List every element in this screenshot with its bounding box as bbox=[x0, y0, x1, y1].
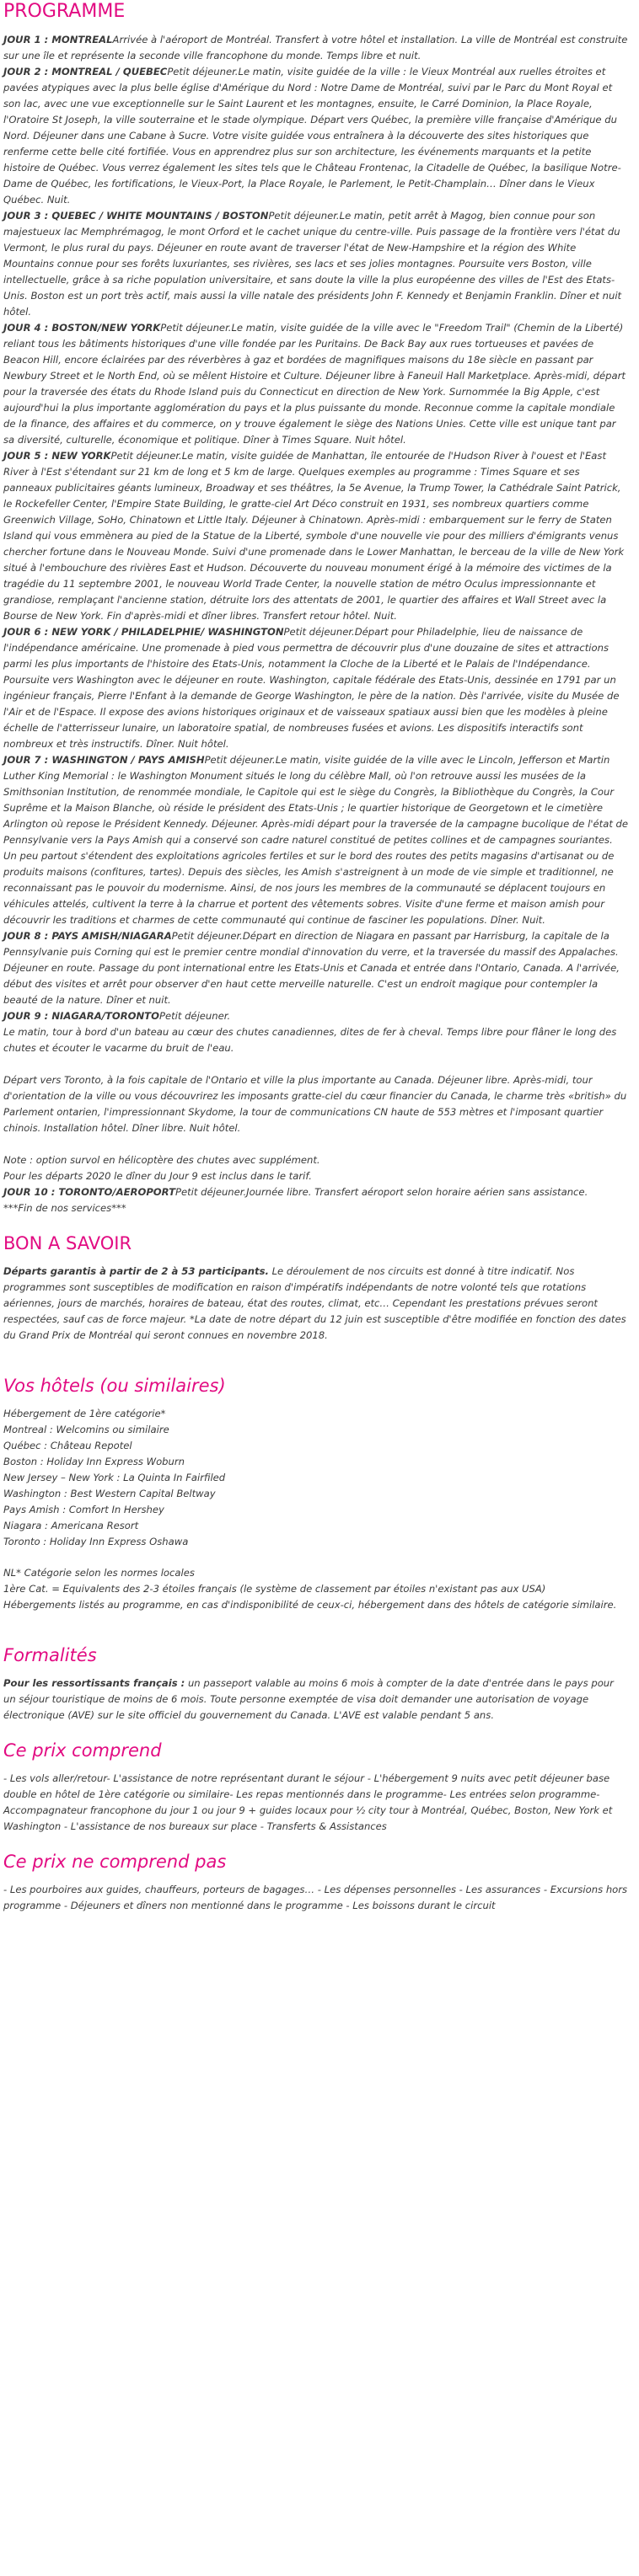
day-text: Petit déjeuner.Le matin, visite guidée de Manhattan, île entourée de l'Hudson River à l'ouest et l'East River à l'Est s'étendant sur 21 km de long et 5 km de large. Quelques exemples au programme : Times Square et ses panneaux publicitaires géants lumineux, Broadway et ses théâtres, la 5e Avenue, la Trump Tower, la Cathédrale Saint Patrick, le Rockefeller Center, l'Empire State Building, le gratte-ciel Art Déco construit en 1931, ses nombreux quartiers comme Greenwich Village, SoHo, Chinatown et Little Italy. Déjeuner à Chinatown. Après-midi : embarquement sur le ferry de Staten Island qui vous emmènera au pied de la Statue de la Liberté, symbole d'une nouvelle vie pour des milliers d'émigrants venus chercher fortune dans le Nouveau Monde. Suivi d'une promenade dans le Lower Manhattan, le berceau de la ville de New York situé à l'embouchure des rivières East et Hudson. Découverte du nouveau monument érigé à la mémoire des victimes de la tragédie du 11 septembre 2001, le nouveau World Trade Center, la nouvelle station de métro Oculus impressionnante et grandiose, remplaçant l'ancienne station, détruite lors des attentats de 2001, le quartier des affaires et Wall Street avec la Bourse de New York. Fin d'après-midi et dîner libres. Transfert retour hôtel. Nuit. bbox=[3, 450, 625, 622]
day-title: JOUR 9 : NIAGARA/TORONTO bbox=[3, 1010, 159, 1022]
day-title: JOUR 6 : NEW YORK / PHILADELPHIE/ WASHINGTON bbox=[3, 626, 284, 638]
day-paragraph bbox=[3, 624, 629, 752]
hotel-note: Hébergements listés au programme, en cas d'indisponibilité de ceux-ci, hébergement dans des hôtels de catégorie similaire. bbox=[3, 1599, 617, 1611]
hotels-title: Vos hôtels (ou similaires) bbox=[3, 1376, 226, 1396]
day-block bbox=[3, 624, 629, 752]
programme-days bbox=[3, 32, 629, 1216]
day-title: JOUR 7 : WASHINGTON / PAYS AMISH bbox=[3, 754, 205, 766]
hotel-line: New Jersey – New York : La Quinta In Fairfiled bbox=[3, 1472, 226, 1483]
day-paragraph bbox=[3, 1184, 629, 1216]
day-text: Petit déjeuner.Départ pour Philadelphie, lieu de naissance de l'indépendance américaine. Une promenade à pied vous permettra de découvrir plus d'une douzaine de sites et attractions parmi les plus importants de l'histoire des Etats-Unis, notamment la Cloche de la Liberté et le Palais de l'Indépendance. Poursuite vers Washington avec le déjeuner en route. Washington, capitale fédérale des Etats-Unis, dessinée en 1791 par un ingénieur français, Pierre l'Enfant à la demande de George Washington, le père de la nation. Dès l'arrivée, visite du Musée de l'Air et de l'Espace. Il expose des avions historiques originaux et de vaisseaux spatiaux aussi bien que les modèles à pleine échelle de l'atterrisseur lunaire, un laboratoire spatial, de nombreuses fusées et avions. Les dispositifs interactifs sont nombreux et très instructifs. Dîner. Nuit hôtel. bbox=[3, 626, 620, 750]
day-block bbox=[3, 752, 629, 928]
prix-comprend-title: Ce prix comprend bbox=[3, 1740, 162, 1761]
formalites-title: Formalités bbox=[3, 1645, 97, 1665]
bon-a-savoir-body: Le déroulement de nos circuits est donné à titre indicatif. Nos programmes sont susceptibles de modification en raison d'impératifs indépendants de notre volonté tels que rotations aériennes, jours de marchés, horaires de bateau, état des routes, climat, etc… Cependant les prestations prévues seront respectées, sauf cas de force majeur. *La date de notre départ du 12 juin est susceptible d'être modifiée en fonction des dates du Grand Prix de Montréal qui seront connues en novembre 2018. bbox=[3, 1265, 626, 1341]
bon-a-savoir-title: BON A SAVOIR bbox=[3, 1233, 132, 1253]
hotel-line: Québec : Château Repotel bbox=[3, 1440, 132, 1451]
hotels-list bbox=[3, 1406, 629, 1550]
day-block bbox=[3, 448, 629, 624]
hotels-notes bbox=[3, 1565, 629, 1613]
bon-a-savoir-bold: Départs garantis à partir de 2 à 53 participants. bbox=[3, 1265, 269, 1277]
prix-ne-comprend-title: Ce prix ne comprend pas bbox=[3, 1852, 227, 1872]
day-title: JOUR 8 : PAYS AMISH/NIAGARA bbox=[3, 930, 172, 942]
day-title: JOUR 4 : BOSTON/NEW YORK bbox=[3, 322, 161, 334]
hotel-line: Niagara : Americana Resort bbox=[3, 1520, 139, 1531]
day-title: JOUR 5 : NEW YORK bbox=[3, 450, 111, 462]
prix-comprend-text: - Les vols aller/retour- L'assistance de notre représentant durant le séjour - L'hébergement 9 nuits avec petit déjeuner base double en hôtel de 1ère catégorie ou similaire- Les repas mentionnés dans le programme- Les entrées selon programme- Accompagnateur francophone du jour 1 ou jour 9 + guides locaux pour ½ city tour à Montréal, Québec, Boston, New York et Washington - L'assistance de nos bureaux sur place - Transferts & Assistances bbox=[3, 1772, 613, 1832]
day-text: Petit déjeuner.Le matin, visite guidée de la ville avec le "Freedom Trail" (Chemin de la Liberté) reliant tous les bâtiments historiques d'une ville fondée par les Puritains. De Back Bay aux rues tortueuses et pavées de Beacon Hill, encore éclairées par des réverbères à gaz et bordées de magnifiques maisons du 18e siècle en passant par Newbury Street et le North End, où se mêlent Histoire et Culture. Déjeuner libre à Faneuil Hall Marketplace. Après-midi, départ pour la traversée des états du Rhode Island puis du Connecticut en direction de New York. Surnommée la Big Apple, c'est aujourd'hui la plus importante agglomération du pays et la plus puissante du monde. Reconnue comme la capitale mondiale de la finance, des affaires et du commerce, on y trouve également le siège des Nations Unies. Cette ville est unique tant par sa diversité, culturelle, économique et politique. Dîner à Times Square. Nuit hôtel. bbox=[3, 322, 626, 446]
day-text: Petit déjeuner.Le matin, visite guidée de la ville : le Vieux Montréal aux ruelles étroites et pavées atypiques avec la plus belle église d'Amérique du Nord : Notre Dame de Montréal, suivi par le Parc du Mont Royal et son lac, avec une vue exceptionnelle sur le Saint Laurent et les montagnes, ensuite, le Carré Dominion, la Place Royale, l'Oratoire St Joseph, la ville souterraine et le stade olympique. Départ vers Québec, la première ville française d'Amérique du Nord. Déjeuner dans une Cabane à Sucre. Votre visite guidée vous entraînera à la découverte des sites historiques que renferme cette belle cité fortifiée. Vous en apprendrez plus sur son architecture, les événements marquants et la petite histoire de Québec. Vous verrez également les sites tels que le Château Frontenac, la Citadelle de Québec, la basilique Notre-Dame de Québec, les fortifications, le Vieux-Port, la Place Royale, le Parlement, le Petit-Champlain… Dîner dans le Vieux Québec. Nuit. bbox=[3, 66, 621, 206]
hotel-line: Toronto : Holiday Inn Express Oshawa bbox=[3, 1536, 189, 1547]
day-block bbox=[3, 1008, 629, 1184]
bon-a-savoir-text bbox=[3, 1264, 629, 1344]
programme-title: PROGRAMME bbox=[3, 1, 126, 22]
hotel-line: Montreal : Welcomins ou similaire bbox=[3, 1424, 169, 1435]
day-paragraph bbox=[3, 208, 629, 320]
day-block bbox=[3, 1184, 629, 1216]
day-text: Petit déjeuner.Journée libre. Transfert aéroport selon horaire aérien sans assistance. ***Fin de nos services*** bbox=[3, 1186, 588, 1214]
day-block bbox=[3, 928, 629, 1008]
day-block bbox=[3, 32, 629, 64]
day-block bbox=[3, 64, 629, 208]
day-title: JOUR 10 : TORONTO/AEROPORT bbox=[3, 1186, 175, 1198]
day-block bbox=[3, 208, 629, 320]
day-title: JOUR 2 : MONTREAL / QUEBEC bbox=[3, 66, 168, 77]
formalites-bold: Pour les ressortissants français : bbox=[3, 1677, 185, 1689]
hotel-note: 1ère Cat. = Equivalents des 2-3 étoiles français (le système de classement par étoiles n'existant pas aux USA) bbox=[3, 1583, 546, 1595]
prix-ne-comprend-text: - Les pourboires aux guides, chauffeurs, porteurs de bagages… - Les dépenses personnelles - Les assurances - Excursions hors programme - Déjeuners et dîners non mentionné dans le programme - Les boissons durant le circuit bbox=[3, 1884, 628, 1911]
day-text: Petit déjeuner.Départ en direction de Niagara en passant par Harrisburg, la capitale de la Pennsylvanie puis Corning qui est le premier centre mondial d'innovation du verre, et la traversée du massif des Appalaches. Déjeuner en route. Passage du pont international entre les Etats-Unis et Canada et entrée dans l'Ontario, Canada. A l'arrivée, début des visites et arrêt pour observer d'en haut cette merveille naturelle. C'est un endroit magique pour contempler la beauté de la nature. Dîner et nuit. bbox=[3, 930, 620, 1006]
day-paragraph bbox=[3, 32, 629, 64]
hotel-line: Boston : Holiday Inn Express Woburn bbox=[3, 1456, 185, 1467]
day-text: Petit déjeuner. Le matin, tour à bord d'un bateau au cœur des chutes canadiennes, dites de fer à cheval. Temps libre pour flâner le long des chutes et écouter le vacarme du bruit de l'eau. Départ vers Toronto, à la fois capitale de l'Ontario et ville la plus importante au Canada. Déjeuner libre. Après-midi, tour d'orientation de la ville ou vous découvrirez les imposants gratte-ciel du cœur financier du Canada, le charme très «british» du Parlement ontarien, l'impressionnant Skydome, la tour de communications CN haute de 553 mètres et l'imposant quartier chinois. Installation hôtel. Dîner libre. Nuit hôtel. Note : option survol en hélicoptère des chutes avec supplément. Pour les départs 2020 le dîner du Jour 9 est inclus dans le tarif. bbox=[3, 1010, 627, 1182]
day-paragraph bbox=[3, 1008, 629, 1184]
hotel-line: Hébergement de 1ère catégorie* bbox=[3, 1408, 166, 1419]
formalites-text bbox=[3, 1675, 629, 1724]
hotel-line: Washington : Best Western Capital Beltway bbox=[3, 1488, 216, 1499]
hotel-note: NL* Catégorie selon les normes locales bbox=[3, 1567, 195, 1579]
formalites-body: un passeport valable au moins 6 mois à compter de la date d'entrée dans le pays pour un séjour touristique de moins de 6 mois. Toute personne exemptée de visa doit demander une autorisation de voyage électronique (AVE) sur le site officiel du gouvernement du Canada. L'AVE est valable pendant 5 ans. bbox=[3, 1677, 614, 1721]
day-paragraph bbox=[3, 64, 629, 208]
day-text: Petit déjeuner.Le matin, visite guidée de la ville avec le Lincoln, Jefferson et Martin Luther King Memorial : le Washington Monument situés le long du célèbre Mall, où l'on retrouve aussi les musées de la Smithsonian Institution, de renommée mondiale, le Capitole qui est le siège du Congrès, la Bibliothèque du Congrès, la Cour Suprême et la Maison Blanche, où réside le président des Etats-Unis ; le quartier historique de Georgetown et le cimetière Arlington où repose le Président Kennedy. Déjeuner. Après-midi départ pour la traversée de la campagne bucolique de l'état de Pennsylvanie vers la Pays Amish qui a conservé son cadre naturel constitué de petites collines et de campagnes souriantes. Un peu partout s'étendent des exploitations agricoles fertiles et sur le bord des routes des petits magasins d'artisanat ou de produits maisons (confitures, tartes). Depuis des siècles, les Amish s'astreignent à un mode de vie simple et traditionnel, ne reconnaissant pas le pouvoir du modernisme. Ainsi, de nos jours les membres de la communauté se déplacent toujours en véhicules attelés, cultivent la terre à la charrue et portent des vêtements sobres. Visite d'une ferme et maison amish pour découvrir les traditions et charmes de cette communauté qui continue de fasciner les populations. Dîner. Nuit. bbox=[3, 754, 629, 926]
day-text: Petit déjeuner.Le matin, petit arrêt à Magog, bien connue pour son majestueux lac Memphrémagog, le mont Orford et le cachet unique du centre-ville. Puis passage de la frontière vers l'état du Vermont, le plus rural du pays. Déjeuner en route avant de traverser l'état de New-Hampshire et la région des White Mountains connue pour ses forêts luxuriantes, ses rivières, ses lacs et ses jolies montagnes. Poursuite vers Boston, ville intellectuelle, grâce à sa riche population universitaire, et sans doute la ville la plus européenne des villes de l'Est des Etats-Unis. Boston est un port très actif, mais aussi la ville natale des présidents John F. Kennedy et Benjamin Franklin. Dîner et nuit hôtel. bbox=[3, 210, 622, 318]
day-paragraph bbox=[3, 448, 629, 624]
day-paragraph bbox=[3, 752, 629, 928]
day-block bbox=[3, 320, 629, 448]
hotel-line: Pays Amish : Comfort In Hershey bbox=[3, 1504, 164, 1515]
day-title: JOUR 1 : MONTREAL bbox=[3, 34, 113, 45]
day-paragraph bbox=[3, 928, 629, 1008]
day-text: Arrivée à l'aéroport de Montréal. Transfert à votre hôtel et installation. La ville de Montréal est construite sur une île et représente la seconde ville francophone du monde. Temps libre et nuit. bbox=[3, 34, 628, 61]
day-title: JOUR 3 : QUEBEC / WHITE MOUNTAINS / BOSTON bbox=[3, 210, 269, 222]
day-paragraph bbox=[3, 320, 629, 448]
